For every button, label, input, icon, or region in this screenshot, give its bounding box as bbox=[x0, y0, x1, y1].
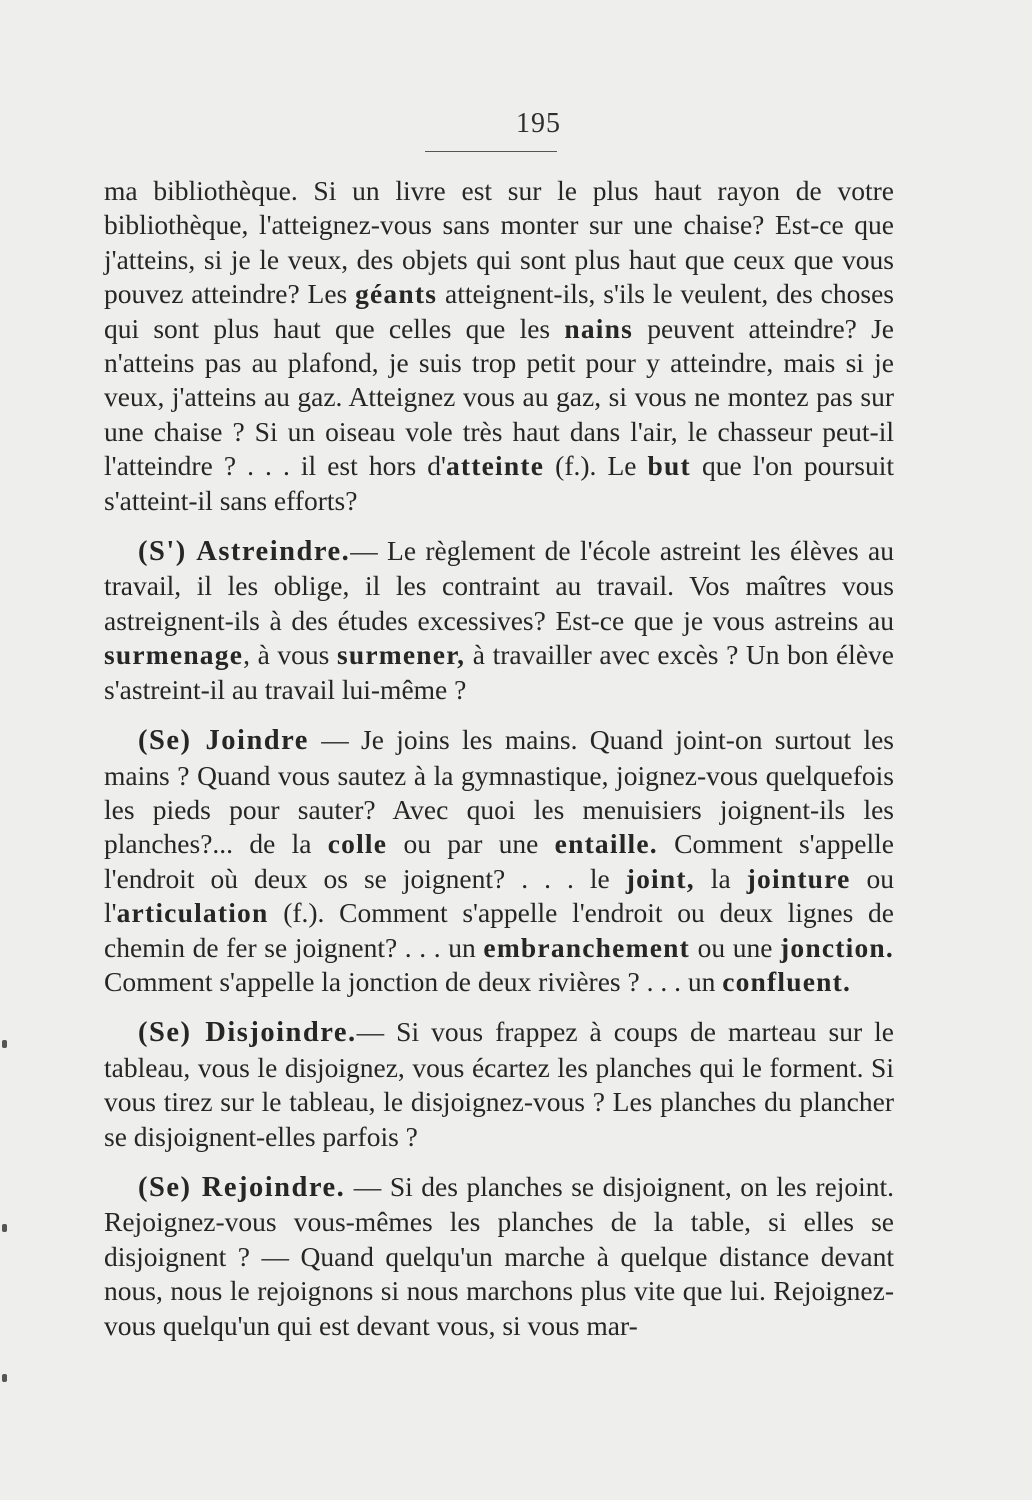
text-run: Comment s'appelle l'endroit où deux os se joignent? . . . le bbox=[104, 828, 894, 894]
keyword: jonction. bbox=[780, 931, 894, 963]
text-run: ma bibliothèque. Si un livre est sur le plus haut rayon de votre bibliothèque, l'atteignez-vous sans monter sur une chaise? Est-ce que j'atteins, si je le veux, des objets qui sont plus haut que ceux que vous pouvez atteindre? Les bbox=[104, 175, 894, 310]
text-run: que l'on poursuit s'atteint-il sans efforts? bbox=[104, 450, 894, 516]
entry-heading: (Se) Rejoindre. bbox=[138, 1171, 346, 1203]
page-number-rule bbox=[425, 151, 557, 152]
entry-heading: (Se) Disjoindre. bbox=[138, 1017, 357, 1049]
paragraph-atteindre bbox=[104, 174, 894, 518]
text-run: — Si des planches se disjoignent, on les rejoint. Rejoignez-vous vous-mêmes les planches de la table, si elles se disjoignent ? — Quand quelqu'un marche à quelque distance devant nous, nous le rejoignons si nous marchons plus vite que lui. Rejoignez-vous quelqu'un qui est devant vous, si vous mar- bbox=[104, 1170, 895, 1341]
keyword: nains bbox=[564, 312, 634, 344]
text-run: Comment s'appelle la jonction de deux rivières ? . . . un bbox=[104, 965, 723, 997]
keyword: colle bbox=[327, 828, 388, 860]
margin-mark bbox=[2, 1224, 7, 1232]
text-run: la bbox=[694, 862, 747, 894]
keyword: but bbox=[647, 450, 691, 482]
text-run: atteignent-ils, s'ils le veulent, des choses qui sont plus haut que celles que les bbox=[104, 278, 894, 344]
text-run: à travailler avec excès ? Un bon élève s'astreint-il au travail lui-même ? bbox=[104, 639, 894, 705]
keyword: surmener, bbox=[336, 639, 466, 671]
text-run: — Le règlement de l'école astreint les élèves au travail, il les oblige, il les contraint au travail. Vos maîtres vous astreignent-ils à des études excessives? Est-ce que je vous astreins au bbox=[104, 535, 894, 636]
keyword: entaille. bbox=[554, 828, 658, 860]
text-run: ou l' bbox=[104, 862, 894, 929]
text-run: (f.). Le bbox=[544, 450, 648, 482]
text-run: , à vous bbox=[243, 639, 337, 671]
page-number: 195 bbox=[516, 108, 561, 139]
paragraph-astreindre bbox=[104, 534, 894, 707]
body-text bbox=[104, 174, 894, 1343]
margin-mark bbox=[2, 1040, 7, 1048]
keyword: articulation bbox=[116, 897, 269, 929]
text-run: ou une bbox=[689, 931, 781, 963]
text-run: — Si vous frappez à coups de marteau sur le tableau, vous le disjoignez, vous écartez les planches qui le forment. Si vous tirez sur le tableau, le disjoignez-vous ? Les planches du plancher se disjoignent-elles parfois ? bbox=[104, 1016, 895, 1152]
keyword: atteinte bbox=[445, 450, 545, 482]
paragraph-disjoindre bbox=[104, 1015, 894, 1154]
keyword: confluent. bbox=[722, 965, 852, 997]
margin-mark bbox=[2, 1374, 7, 1382]
text-run: peuvent atteindre? Je n'atteins pas au plafond, je suis trop petit pour y atteindre, mais si je veux, j'atteins au gaz. Atteignez vous au gaz, si vous ne montez pas sur une chaise ? Si un oiseau vole très haut dans l'air, le chasseur peut-il l'atteindre ? . . . il est hors d' bbox=[104, 312, 894, 482]
keyword: surmenage bbox=[104, 639, 244, 671]
keyword: joint, bbox=[625, 862, 695, 894]
keyword: jointure bbox=[746, 862, 851, 894]
keyword: géants bbox=[355, 278, 438, 310]
paragraph-rejoindre bbox=[104, 1170, 894, 1343]
keyword: embranchement bbox=[483, 931, 690, 963]
paragraph-joindre bbox=[104, 723, 894, 999]
entry-heading: (Se) Joindre bbox=[138, 725, 309, 757]
text-run: — Je joins les mains. Quand joint-on surtout les mains ? Quand vous sautez à la gymnastique, joignez-vous quelquefois les pieds pour sauter? Avec quoi les menuisiers joignent-ils les planches?... de la bbox=[104, 724, 894, 860]
text-run: (f.). Comment s'appelle l'endroit ou deux lignes de chemin de fer se joignent? . . . un bbox=[104, 897, 894, 963]
text-run: ou par une bbox=[387, 828, 555, 860]
entry-heading: (S') Astreindre. bbox=[138, 536, 351, 568]
